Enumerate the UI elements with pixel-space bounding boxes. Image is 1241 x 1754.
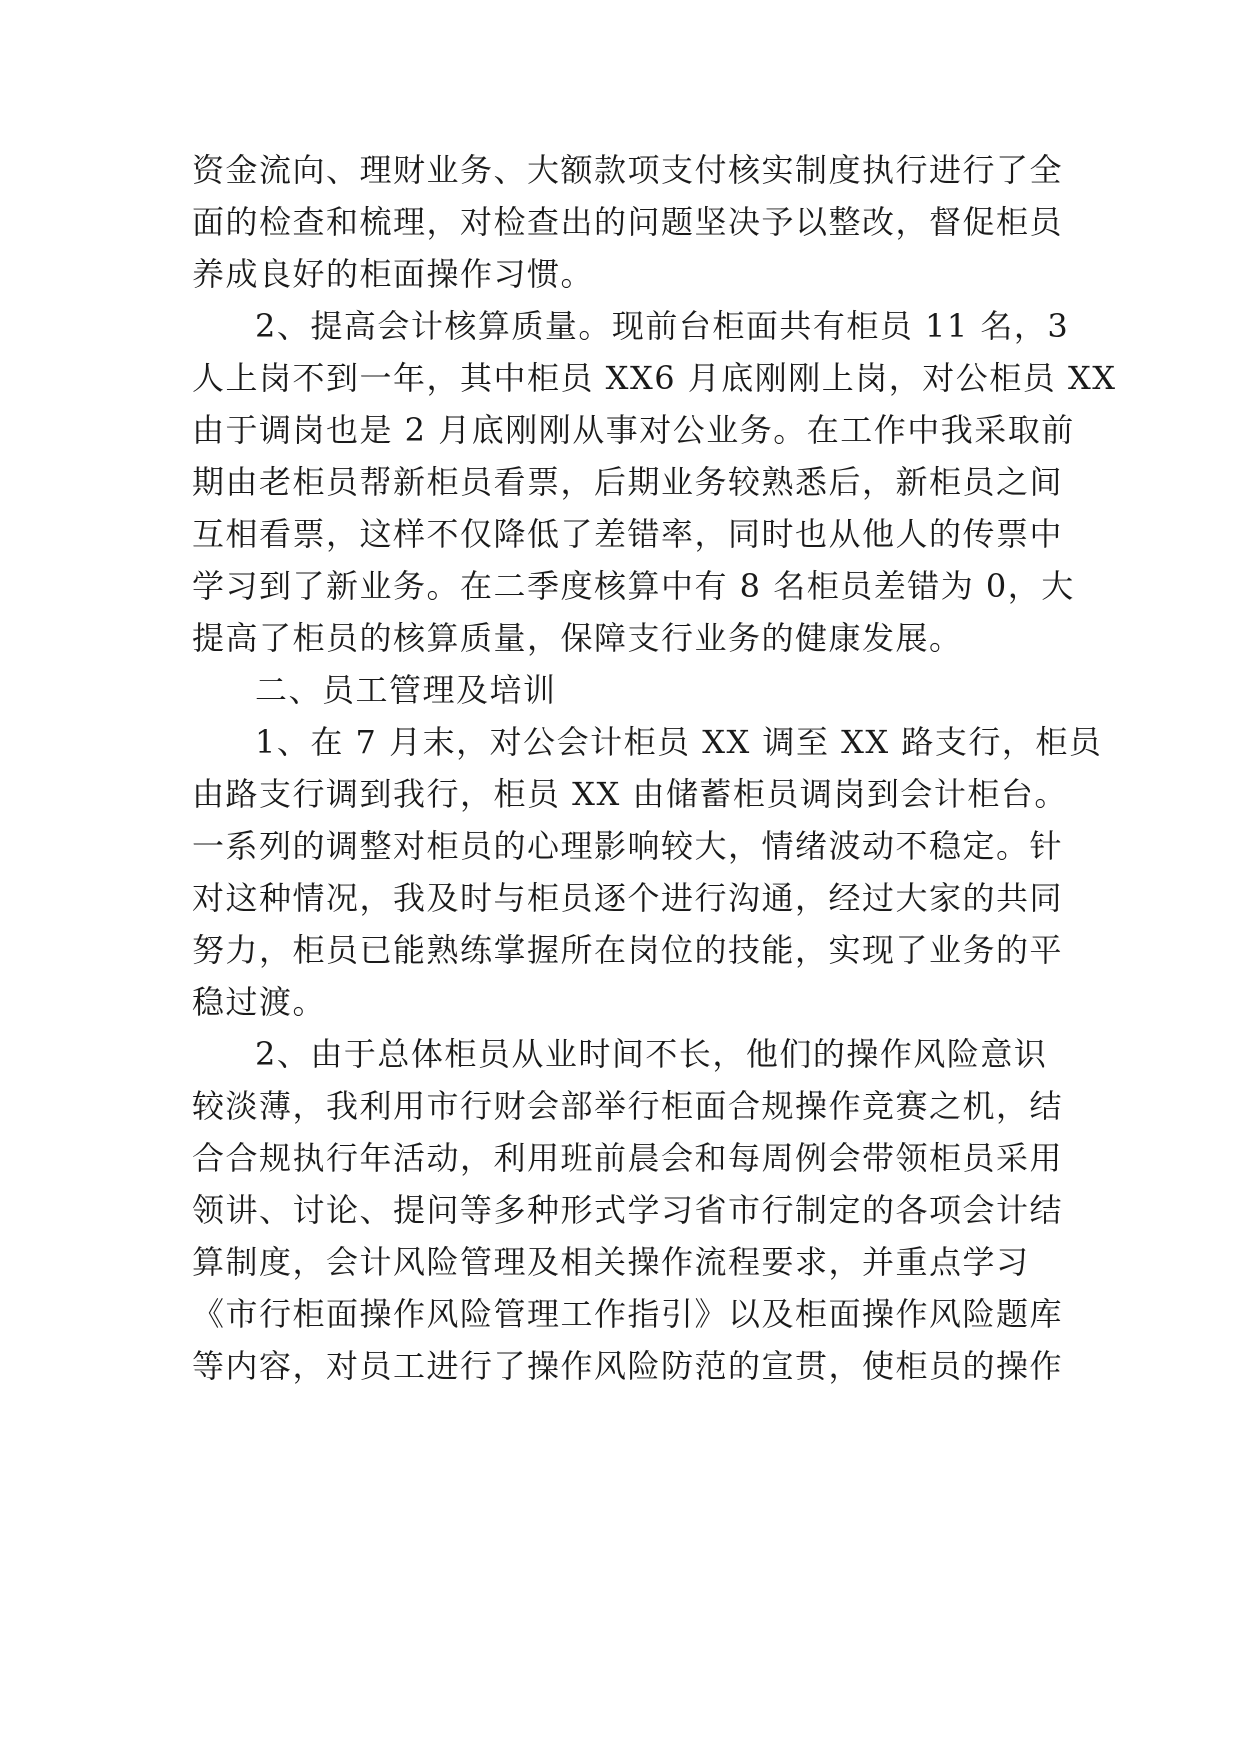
section-heading: 二、员工管理及培训 bbox=[255, 671, 557, 709]
text-line: 稳过渡。 bbox=[192, 983, 327, 1021]
text-line: 合合规执行年活动，利用班前晨会和每周例会带领柜员采用 bbox=[192, 1139, 1064, 1177]
paragraph-start-line: 2、由于总体柜员从业时间不长，他们的操作风险意识 bbox=[255, 1035, 1048, 1073]
text-line: 较淡薄，我利用市行财会部举行柜面合规操作竞赛之机，结 bbox=[192, 1087, 1064, 1125]
text-line: 资金流向、理财业务、大额款项支付核实制度执行进行了全 bbox=[192, 151, 1064, 189]
text-line: 等内容，对员工进行了操作风险防范的宣贯，使柜员的操作 bbox=[192, 1347, 1064, 1385]
text-line: 养成良好的柜面操作习惯。 bbox=[192, 255, 595, 293]
text-line: 对这种情况，我及时与柜员逐个进行沟通，经过大家的共同 bbox=[192, 879, 1064, 917]
text-line: 面的检查和梳理，对检查出的问题坚决予以整改，督促柜员 bbox=[192, 203, 1064, 241]
paragraph-start-line: 2、提高会计核算质量。现前台柜面共有柜员 11 名，3 bbox=[255, 307, 1070, 345]
text-line: 学习到了新业务。在二季度核算中有 8 名柜员差错为 0，大 bbox=[192, 567, 1075, 605]
text-line: 由于调岗也是 2 月底刚刚从事对公业务。在工作中我采取前 bbox=[192, 411, 1075, 449]
text-line: 一系列的调整对柜员的心理影响较大，情绪波动不稳定。针 bbox=[192, 827, 1064, 865]
text-line: 算制度，会计风险管理及相关操作流程要求，并重点学习 bbox=[192, 1243, 1030, 1281]
text-line: 互相看票，这样不仅降低了差错率，同时也从他人的传票中 bbox=[192, 515, 1064, 553]
text-line: 由路支行调到我行，柜员 XX 由储蓄柜员调岗到会计柜台。 bbox=[192, 775, 1068, 813]
text-line: 《市行柜面操作风险管理工作指引》以及柜面操作风险题库 bbox=[192, 1295, 1064, 1333]
paragraph-start-line: 1、在 7 月末，对公会计柜员 XX 调至 XX 路支行，柜员 bbox=[255, 723, 1103, 761]
text-line: 提高了柜员的核算质量，保障支行业务的健康发展。 bbox=[192, 619, 963, 657]
text-line: 领讲、讨论、提问等多种形式学习省市行制定的各项会计结 bbox=[192, 1191, 1064, 1229]
text-line: 人上岗不到一年，其中柜员 XX6 月底刚刚上岗，对公柜员 XX bbox=[192, 359, 1117, 397]
text-line: 期由老柜员帮新柜员看票，后期业务较熟悉后，新柜员之间 bbox=[192, 463, 1064, 501]
text-line: 努力，柜员已能熟练掌握所在岗位的技能，实现了业务的平 bbox=[192, 931, 1064, 969]
